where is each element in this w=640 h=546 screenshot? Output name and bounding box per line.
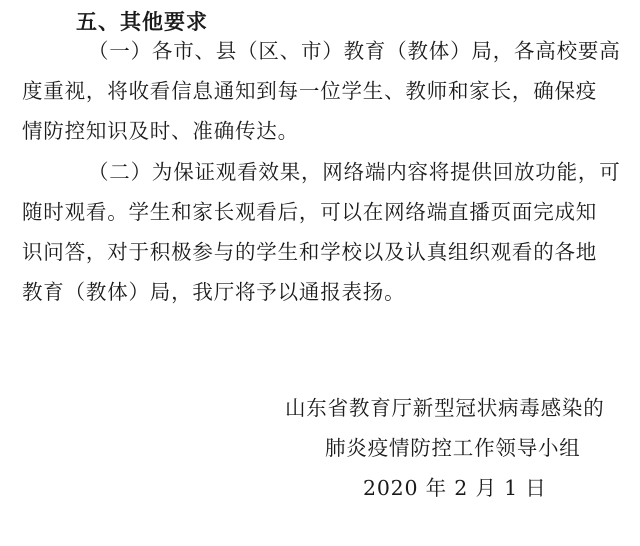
paragraph-line: 随时观看。学生和家长观看后，可以在网络端直播页面完成知 bbox=[22, 200, 598, 224]
signature-org-line-1: 山东省教育厅新型冠状病毒感染的 bbox=[285, 396, 605, 420]
paragraph-line: 识问答，对于积极参与的学生和学校以及认真组织观看的各地 bbox=[22, 240, 598, 264]
paragraph-line: 度重视，将收看信息通知到每一位学生、教师和家长，确保疫 bbox=[22, 79, 598, 103]
paragraph-line: 教育（教体）局，我厅将予以通报表扬。 bbox=[22, 280, 406, 304]
signature-date: 2020 年 2 月 1 日 bbox=[363, 476, 547, 500]
paragraph-line: （二）为保证观看效果，网络端内容将提供回放功能，可 bbox=[88, 160, 621, 184]
paragraph-line: （一）各市、县（区、市）教育（教体）局，各高校要高 bbox=[88, 39, 621, 63]
section-heading: 五、其他要求 bbox=[76, 10, 208, 34]
signature-org-line-2: 肺炎疫情防控工作领导小组 bbox=[325, 436, 581, 460]
paragraph-1 bbox=[22, 31, 622, 151]
paragraph-line: 情防控知识及时、准确传达。 bbox=[22, 119, 299, 143]
paragraph-2 bbox=[22, 152, 622, 312]
